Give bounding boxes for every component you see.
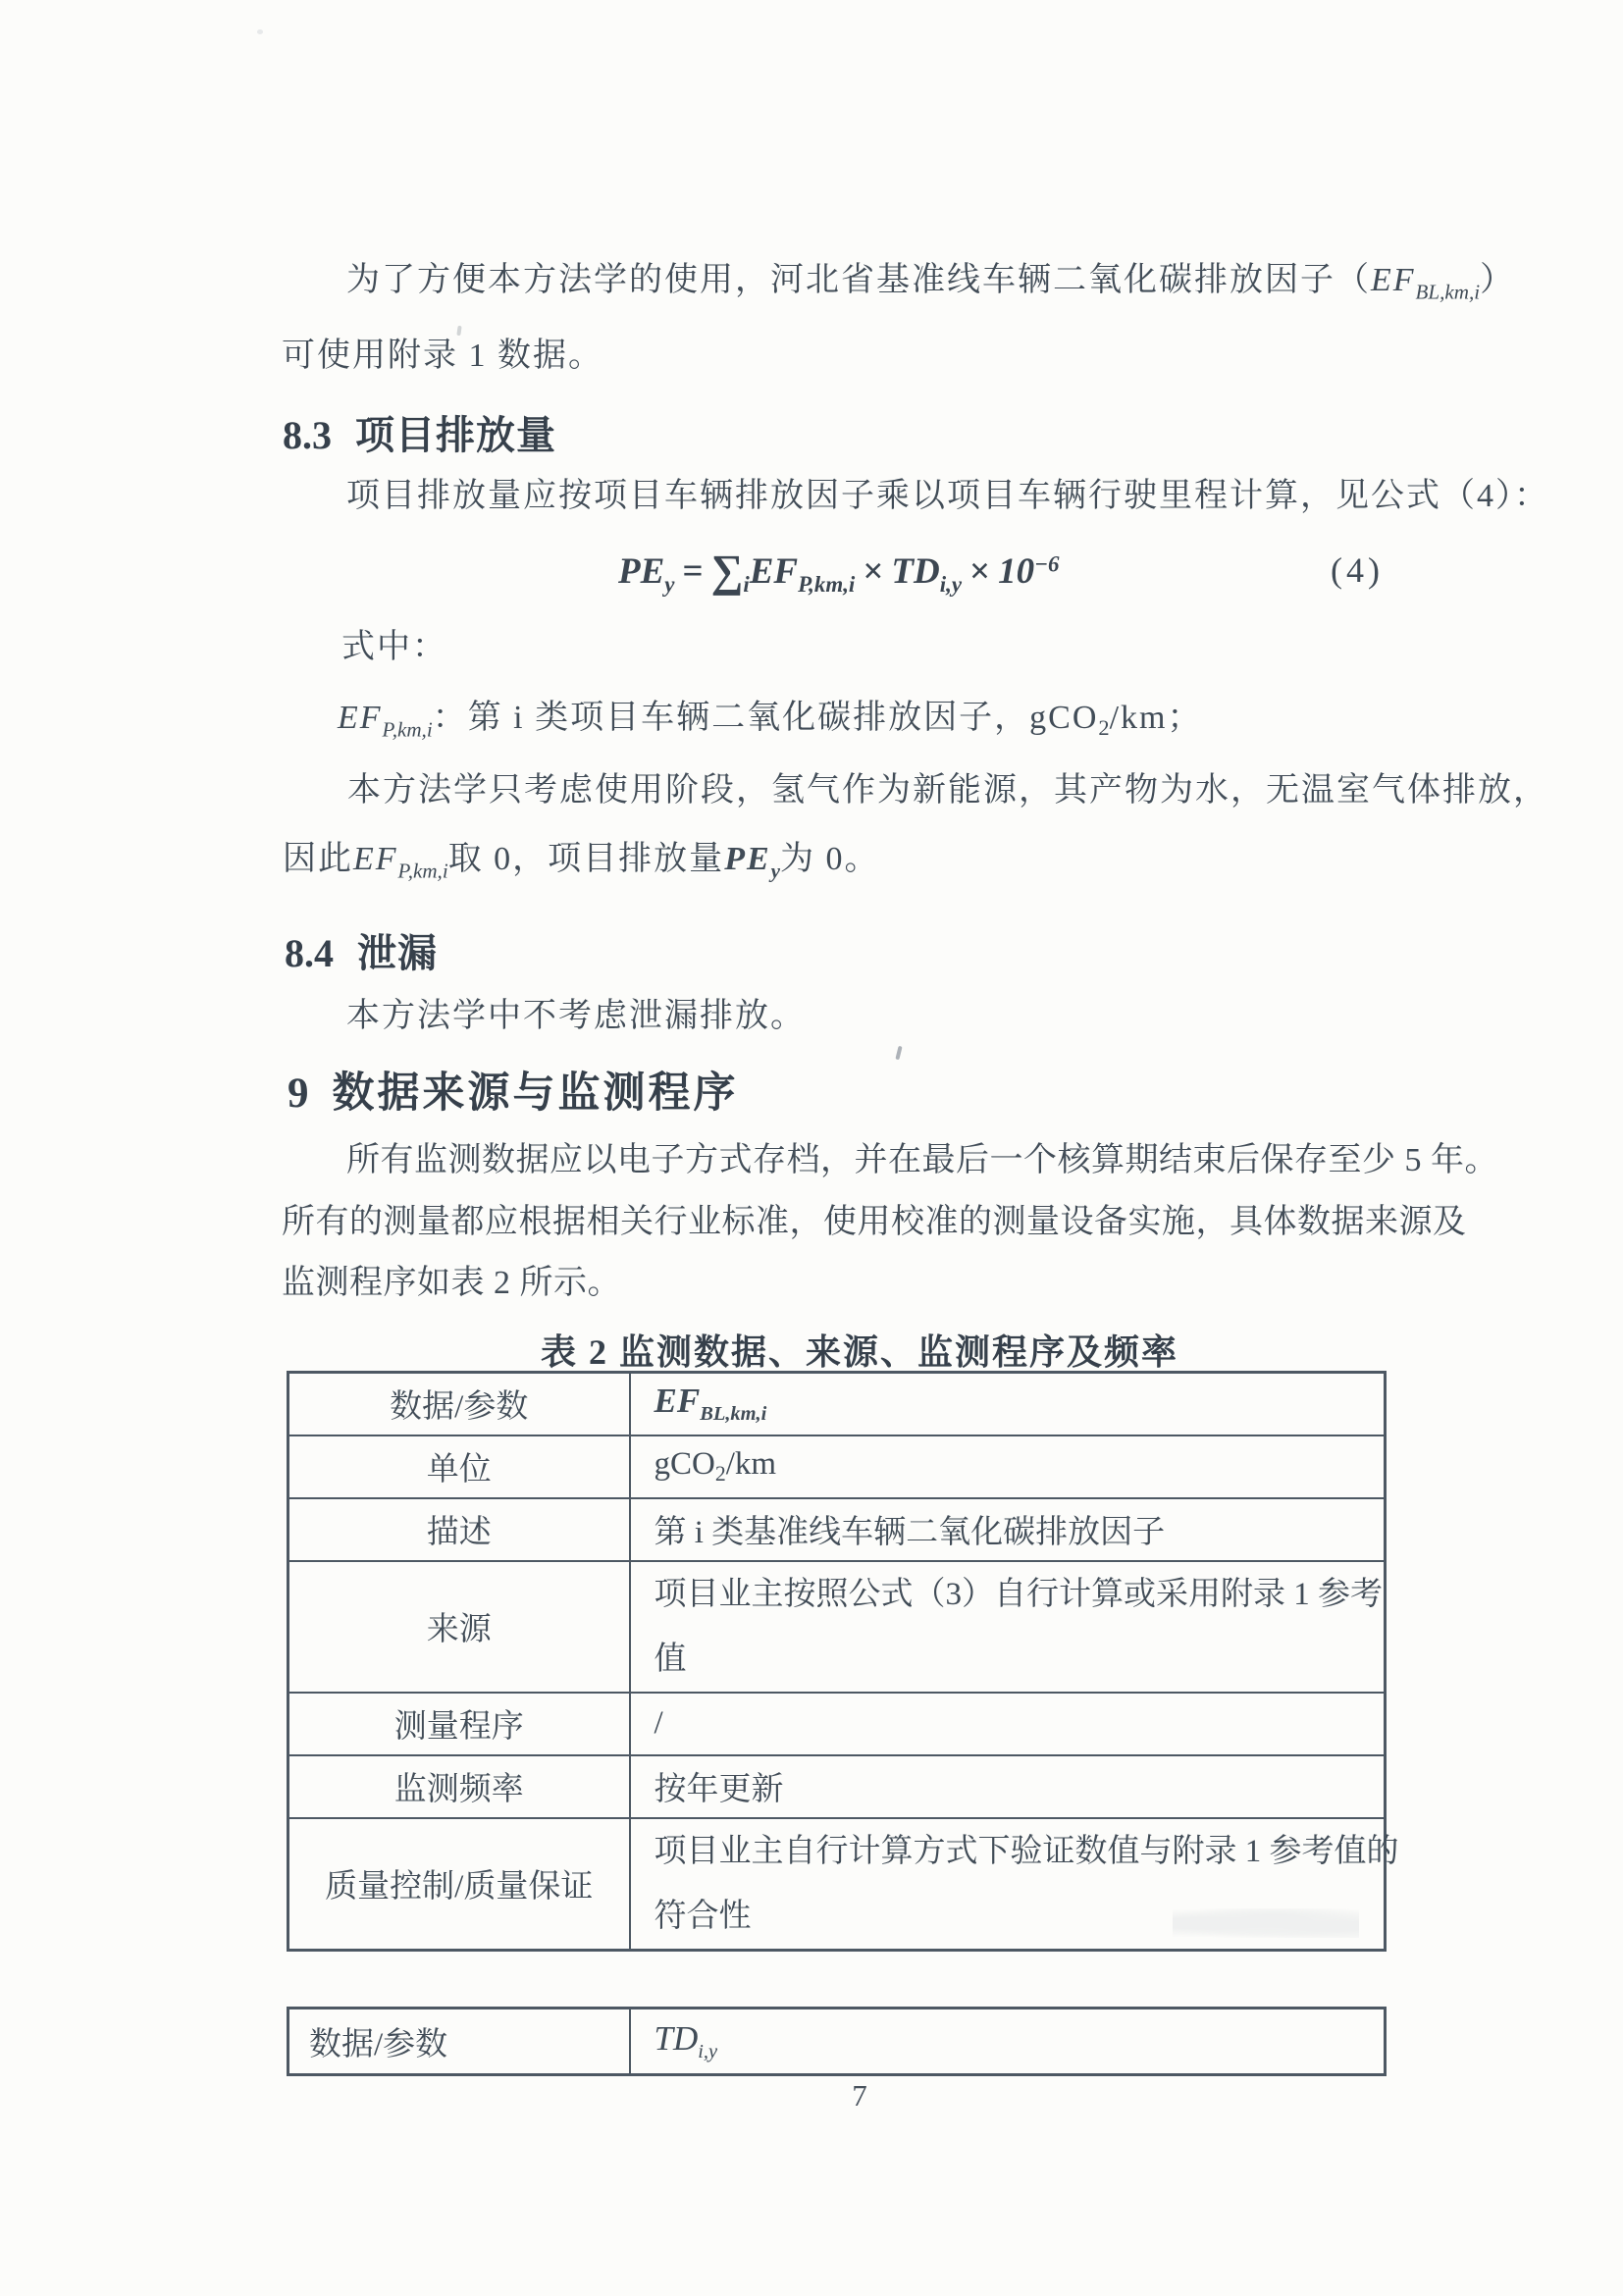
- row-value: /: [630, 1693, 1386, 1755]
- var-ef-p-2: EF: [353, 841, 398, 877]
- section-8-3-paragraph: 项目排放量应按项目车辆排放因子乘以项目车辆行驶里程计算，见公式（4）：: [346, 478, 1549, 514]
- def-text: 第 i 类项目车辆二氧化碳排放因子，: [467, 700, 1030, 736]
- formula-td: TD: [891, 551, 940, 592]
- row-label: 单位: [288, 1435, 630, 1498]
- var-ef-p-sub: P,km,i: [382, 717, 433, 742]
- table-row: [288, 1498, 1386, 1561]
- sum-sub: i: [743, 572, 750, 598]
- monitoring-table: [287, 1371, 1399, 1952]
- row-label: 描述: [288, 1498, 630, 1561]
- table-row: [288, 1818, 1386, 1951]
- section-number: 8.4: [285, 931, 334, 975]
- var-ef-bl-sub: BL,km,i: [1415, 280, 1481, 304]
- section-title: 泄漏: [357, 931, 438, 975]
- intro-text: 为了方便本方法学的使用，河北省基准线车辆二氧化碳排放因子（: [346, 262, 1371, 298]
- unit-per-km: /km；: [1109, 700, 1203, 736]
- intro-line-2: 可使用附录 1 数据。: [282, 338, 603, 374]
- section-9-heading: [288, 1060, 739, 1120]
- table-2-caption: 表 2 监测数据、来源、监测程序及频率: [540, 1332, 1178, 1372]
- scan-artifact: [257, 29, 263, 34]
- formula-pe: [618, 542, 1060, 598]
- times-sign: ×: [863, 551, 884, 592]
- formula-lhs: PE: [618, 551, 665, 592]
- var-ef-p: EF: [338, 700, 383, 736]
- sum-symbol: ∑: [710, 546, 744, 596]
- intro-close-paren: ）: [1480, 262, 1516, 298]
- scan-artifact: [456, 326, 461, 336]
- formula-lhs-sub: y: [664, 572, 675, 598]
- row-value: 按年更新: [630, 1755, 1386, 1818]
- formula-number: (4): [1331, 550, 1384, 590]
- row-value: [630, 1561, 1386, 1693]
- page-number: 7: [852, 2078, 867, 2113]
- row-value: [630, 1818, 1399, 1951]
- section-9-line-1: 所有监测数据应以电子方式存档，并在最后一个核算期结束后保存至少 5 年。: [346, 1142, 1498, 1178]
- var-pe-y: PE: [724, 841, 771, 877]
- row-value: [630, 1435, 1386, 1498]
- table-row: [288, 1435, 1386, 1498]
- unit-gco: gCO: [1029, 700, 1099, 736]
- var-ef-bl-sub: BL,km,i: [700, 1403, 767, 1426]
- note-line-2: [283, 840, 880, 883]
- scan-artifact: [895, 1046, 902, 1061]
- section-title: 数据来源与监测程序: [332, 1070, 739, 1117]
- section-number: 8.3: [283, 413, 332, 457]
- value-line-2: 值: [654, 1641, 687, 1677]
- formula-exponent: −6: [1034, 551, 1060, 577]
- note-pre: 因此: [283, 841, 353, 877]
- value-line-1: 项目业主自行计算方式下验证数值与附录 1 参考值的: [654, 1833, 1399, 1869]
- section-9-line-3: 监测程序如表 2 所示。: [282, 1265, 621, 1301]
- var-ef-bl: EF: [1371, 262, 1416, 298]
- formula-ef: EF: [749, 551, 799, 592]
- section-title: 项目排放量: [355, 413, 556, 457]
- formula-ef-sub: P,km,i: [798, 572, 856, 598]
- var-td-sub: i,y: [698, 2041, 718, 2063]
- section-9-line-2: 所有的测量都应根据相关行业标准，使用校准的测量设备实施，具体数据来源及: [282, 1204, 1467, 1240]
- section-number: 9: [288, 1070, 309, 1117]
- row-value: 第 i 类基准线车辆二氧化碳排放因子: [630, 1498, 1386, 1561]
- section-8-3-heading: [283, 404, 556, 460]
- row-label: 来源: [288, 1561, 630, 1693]
- ef-definition-line: [338, 699, 1203, 742]
- row-label: 质量控制/质量保证: [288, 1818, 630, 1951]
- section-8-4-heading: [285, 922, 438, 978]
- def-colon: ：: [432, 700, 468, 736]
- formula-td-sub: i,y: [939, 572, 963, 598]
- row-label: 数据/参数: [288, 1373, 630, 1435]
- where-label: 式中：: [341, 629, 447, 665]
- unit-sub-2: 2: [714, 1461, 726, 1486]
- note-post: 为 0。: [780, 841, 880, 877]
- row-value: [630, 2009, 1386, 2075]
- table-row: [288, 1373, 1386, 1435]
- intro-line-1: [346, 261, 1515, 304]
- var-pe-y-sub: y: [770, 859, 780, 883]
- row-label: 数据/参数: [288, 2009, 630, 2075]
- note-mid: 取 0，项目排放量: [447, 841, 725, 877]
- times-sign-2: ×: [969, 551, 991, 592]
- table-row: [288, 2009, 1386, 2075]
- formula-base: 10: [998, 551, 1035, 592]
- value-line-1: 项目业主按照公式（3）自行计算或采用附录 1 参考: [654, 1576, 1383, 1612]
- table-row: [288, 1693, 1386, 1755]
- unit-sub-2: 2: [1098, 715, 1110, 741]
- var-ef-bl: EF: [654, 1382, 701, 1421]
- unit-per-km: /km: [725, 1446, 777, 1483]
- unit-gco: gCO: [654, 1446, 715, 1483]
- row-label: 测量程序: [288, 1693, 630, 1755]
- table-row: [288, 1561, 1386, 1693]
- value-line-2: 符合性: [654, 1898, 752, 1934]
- section-8-4-paragraph: 本方法学中不考虑泄漏排放。: [346, 998, 806, 1034]
- table-row: [288, 1755, 1386, 1818]
- equals-sign: =: [682, 551, 704, 592]
- var-td: TD: [654, 2018, 699, 2058]
- var-ef-p-2-sub: P,km,i: [397, 859, 448, 883]
- row-label: 监测频率: [288, 1755, 630, 1818]
- note-line-1: 本方法学只考虑使用阶段，氢气作为新能源，其产物为水，无温室气体排放，: [347, 772, 1548, 809]
- monitoring-table-next: [287, 2007, 1387, 2076]
- row-value: [630, 1373, 1386, 1435]
